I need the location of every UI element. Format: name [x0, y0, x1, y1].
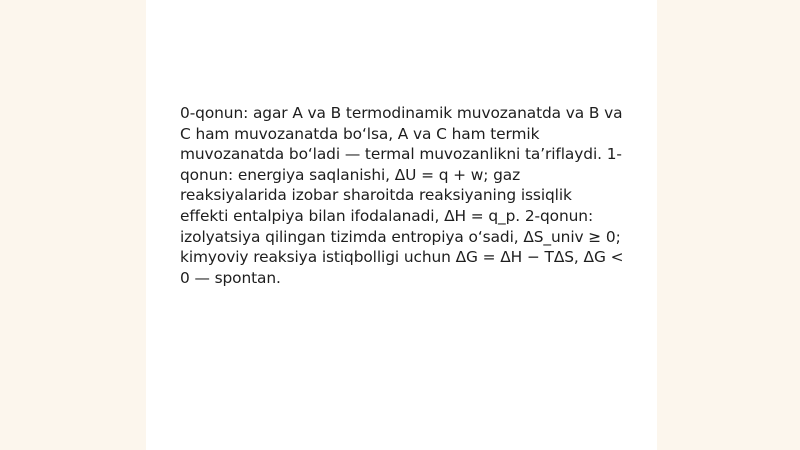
body-paragraph: 0-qonun: agar A va B termodinamik muvozanatda va B va C ham muvozanatda bo‘lsa, A va C ham termik muvozanatda bo‘ladi — termal muvozanlikni ta’riflaydi. 1-qonun: energiya saqlanishi, ΔU = q + w; gaz reaksiyalarida izobar sharoitda reaksiyaning issiqlik effekti entalpiya bilan ifodalanadi, ΔH = q_p. 2-qonun: izolyatsiya qilingan tizimda entropiya o‘sadi, ΔS_univ ≥ 0; kimyoviy reaksiya istiqbolligi uchun ΔG = ΔH − TΔS, ΔG < 0 — spontan.: [180, 104, 624, 287]
left-margin: [0, 0, 146, 450]
document-page: [146, 0, 657, 450]
right-margin: [657, 0, 800, 450]
